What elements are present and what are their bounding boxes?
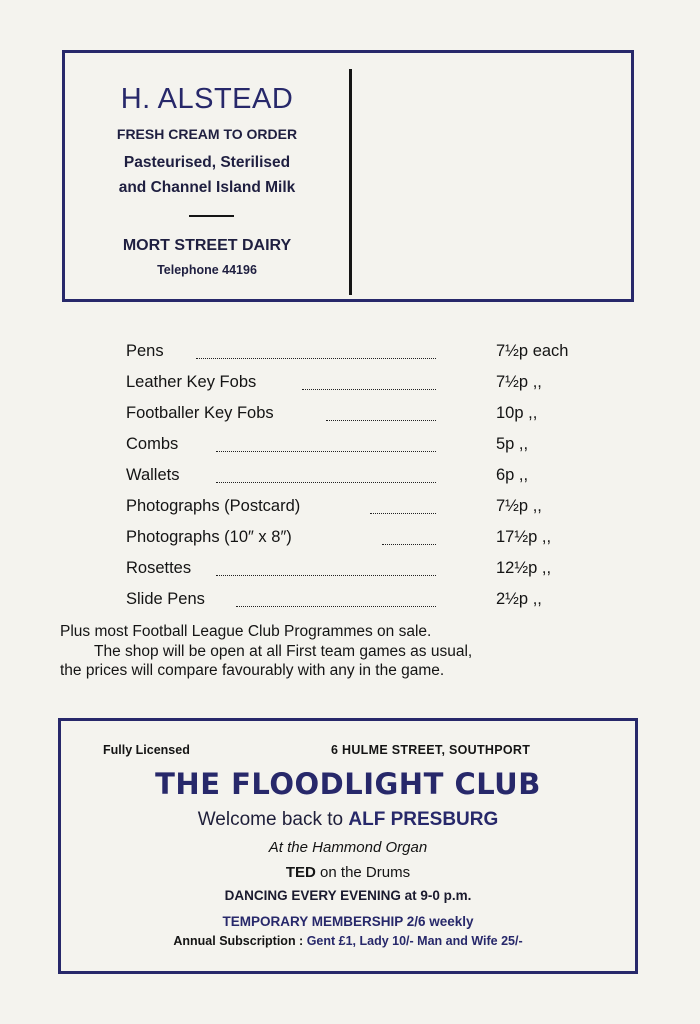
alstead-dairy-advert — [62, 50, 634, 302]
price-value: 2½p ,, — [496, 590, 542, 608]
leader-dots — [196, 358, 436, 359]
milk-types-line-2: and Channel Island Milk — [118, 179, 296, 196]
welcome-prefix: Welcome back to — [197, 809, 349, 830]
telephone-number: Telephone 44196 — [157, 263, 257, 277]
leader-dots — [216, 575, 436, 576]
leader-dots — [236, 606, 436, 607]
notes-line-3: the prices will compare favourably with any in the game. — [60, 662, 445, 679]
annual-rates: Gent £1, Lady 10/- Man and Wife 25/- — [306, 934, 523, 948]
price-value: 7½p each — [496, 342, 569, 360]
drums-line — [61, 864, 635, 881]
leader-dots — [216, 451, 436, 452]
price-value: 12½p ,, — [496, 559, 552, 577]
club-address: 6 HULME STREET, SOUTHPORT — [331, 743, 531, 757]
leader-dots — [382, 544, 436, 545]
milk-types-line-1: Pasteurised, Sterilised — [123, 154, 291, 171]
price-row — [126, 464, 596, 488]
leader-dots — [370, 513, 436, 514]
price-value: 6p ,, — [496, 466, 529, 484]
price-item: Photographs (Postcard) — [126, 497, 301, 515]
welcome-line — [61, 809, 635, 831]
shop-notes — [60, 622, 650, 681]
price-row — [126, 557, 596, 581]
advert-tagline: FRESH CREAM TO ORDER — [116, 126, 298, 142]
price-item: Wallets — [126, 466, 180, 484]
notes-line-1: Plus most Football League Club Programmes on sale. — [60, 623, 432, 640]
price-value: 5p ,, — [496, 435, 529, 453]
drums-text: on the Drums — [315, 864, 411, 881]
club-name: THE FLOODLIGHT CLUB — [155, 767, 541, 801]
floodlight-club-advert — [58, 718, 638, 974]
price-value: 7½p ,, — [496, 373, 542, 391]
leader-dots — [326, 420, 436, 421]
price-row — [126, 371, 596, 395]
advertiser-name: H. ALSTEAD — [120, 83, 294, 115]
advert-divider-rule — [189, 215, 234, 217]
price-item: Photographs (10″ x 8″) — [126, 528, 292, 546]
leader-dots — [216, 482, 436, 483]
price-value: 7½p ,, — [496, 497, 542, 515]
licensed-label: Fully Licensed — [103, 743, 190, 757]
dancing-line: DANCING EVERY EVENING at 9-0 p.m. — [224, 888, 472, 903]
price-item: Footballer Key Fobs — [126, 404, 274, 422]
price-item: Combs — [126, 435, 179, 453]
price-value: 17½p ,, — [496, 528, 552, 546]
price-value: 10p ,, — [496, 404, 538, 422]
annual-subscription — [61, 934, 635, 948]
dairy-name: MORT STREET DAIRY — [122, 237, 292, 254]
leader-dots — [302, 389, 436, 390]
price-item: Leather Key Fobs — [126, 373, 257, 391]
performer-name: ALF PRESBURG — [348, 809, 499, 830]
price-row — [126, 526, 596, 550]
price-item: Pens — [126, 342, 164, 360]
price-row — [126, 402, 596, 426]
price-item: Rosettes — [126, 559, 192, 577]
price-item: Slide Pens — [126, 590, 205, 608]
price-row — [126, 495, 596, 519]
notes-line-2: The shop will be open at all First team games as usual, — [94, 642, 473, 660]
drummer-name: TED — [285, 864, 316, 881]
temporary-membership: TEMPORARY MEMBERSHIP 2/6 weekly — [222, 914, 474, 929]
organ-line: At the Hammond Organ — [268, 839, 428, 856]
price-row — [126, 588, 596, 612]
price-row — [126, 340, 596, 364]
alstead-advert-text — [65, 53, 349, 299]
annual-prefix: Annual Subscription : — [173, 934, 307, 948]
price-row — [126, 433, 596, 457]
advert-vertical-divider — [349, 69, 352, 295]
